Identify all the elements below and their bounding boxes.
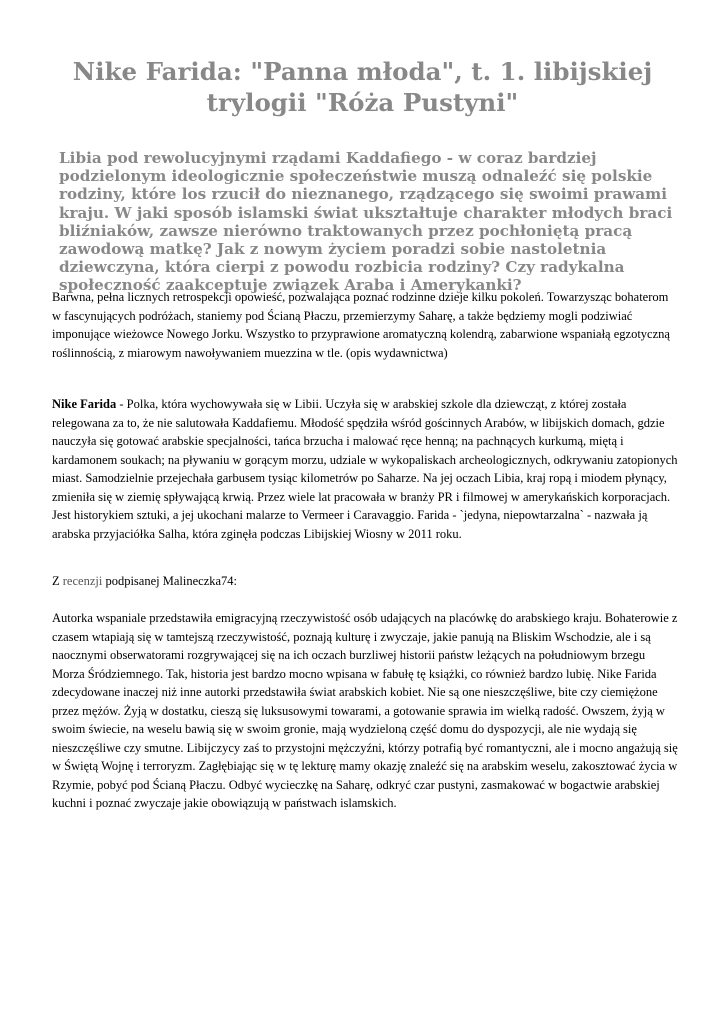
review-intro-paragraph — [52, 572, 680, 591]
lead-paragraph: Libia pod rewolucyjnymi rządami Kaddafiego - w coraz bardziej podzielonym ideologicznie społeczeństwie muszą odnaleźć się polskie rodziny, które los rzucił do nieznanego, rządzącego się swoimi prawami kraju. W jaki sposób islamski świat ukształtuje charakter młodych braci bliźniaków, zawsze nierówno traktowanych przez pochłoniętą pracą zawodową matkę? Jak z nowym życiem poradzi sobie nastoletnia dziewczyna, która cierpi z powodu rozbicia rodziny? Czy radykalna społeczność zaakceptuje związek Araba i Amerykanki? — [59, 149, 673, 295]
review-link[interactable]: recenzji — [62, 574, 103, 588]
description-text: Barwna, pełna licznych retrospekcji opowieść, pozwalająca poznać rodzinne dzieje kilku pokoleń. Towarzysząc bohaterom w fascynujących podróżach, staniemy pod Ścianą Płaczu, przemierzymy Saharę, a także będziemy mogli podziwiać imponujące wieżowce Nowego Jorku. Wszystko to przyprawione aromatyczną kolendrą, zabarwione wspaniałą egzotyczną roślinnością, z miarowym nawoływaniem muezzina w tle. (opis wydawnictwa) — [52, 290, 670, 360]
author-bio — [52, 395, 680, 543]
review-intro — [52, 572, 680, 591]
review-text: Autorka wspaniale przedstawiła emigracyjną rzeczywistość osób udających na placówkę do arabskiego kraju. Bohaterowie z czasem wtapiają się w tamtejszą rzeczywistość, poznają kulturę i zwyczaje, jakie panują na Bliskim Wschodzie, ale i są naocznymi obserwatorami rozgrywającej się na ich oczach burzliwej historii państw leżących na południowym brzegu Morza Śródziemnego. Tak, historia jest bardzo mocno wpisana w fabułę tę książki, co również bardzo lubię. Nike Farida zdecydowane inaczej niż inne autorki przedstawiła świat arabskich kobiet. Nie są one nieszczęśliwe, bite czy ciemiężone przez mężów. Żyją w dostatku, cieszą się luksusowymi towarami, a gotowanie sprawia im wielką radość. Owszem, żyją w swoim świecie, na weselu bawią się w swoim gronie, mają wydzieloną część domu do dyspozycji, ale nie wydają się nieszczęśliwe czy smutne. Libijczycy zaś to przystojni mężczyźni, którzy potrafią być romantyczni, ale i mocno angażują się w Świętą Wojnę i terroryzm. Zagłębiając się w tę lekturę mamy okazję znaleźć się na arabskim weselu, zakosztować życia w Rzymie, pobyć pod Ścianą Płaczu. Odbyć wycieczkę na Saharę, odkryć czar pustyni, zasmakować w bogactwie arabskiej kuchni i poznać zwyczaje jakie obowiązują w państwach islamskich. — [52, 611, 678, 810]
book-description — [52, 288, 680, 362]
review-intro-suffix: podpisanej Malineczka74: — [102, 574, 238, 588]
author-bio-text: - Polka, która wychowywała się w Libii. Uczyła się w arabskiej szkole dla dziewcząt, z której została relegowana za to, że nie salutowała Kaddafiemu. Młodość spędziła wśród gościnnych Arabów, w libijskich domach, gdzie nauczyła się gotować arabskie specjalności, tańca brzucha i malować ręce henną; na pachnących kurkumą, miętą i kardamonem soukach; na pływaniu w gorącym morzu, udziale w wykopaliskach archeologicznych, odkrywaniu zatopionych miast. Samodzielnie przejechała garbusem tysiąc kilometrów po Saharze. Na jej oczach Libia, kraj ropą i miodem płynący, zmieniła się w ziemię spływającą krwią. Przez wiele lat pracowała w branży PR i filmowej w amerykańskich korporacjach. Jest historykiem sztuki, a jej ukochani malarze to Vermeer i Caravaggio. Farida - `jedyna, niepowtarzalna` - nazwała ją arabska przyjaciółka Salha, która zginęła podczas Libijskiej Wiosny w 2011 roku. — [52, 397, 678, 541]
page-title: Nike Farida: "Panna młoda", t. 1. libijskiej trylogii "Róża Pustyni" — [72, 57, 653, 117]
review-intro-prefix: Z — [52, 574, 63, 588]
review-body — [52, 609, 680, 813]
author-bio-paragraph — [52, 395, 680, 543]
author-name: Nike Farida — [52, 397, 117, 411]
